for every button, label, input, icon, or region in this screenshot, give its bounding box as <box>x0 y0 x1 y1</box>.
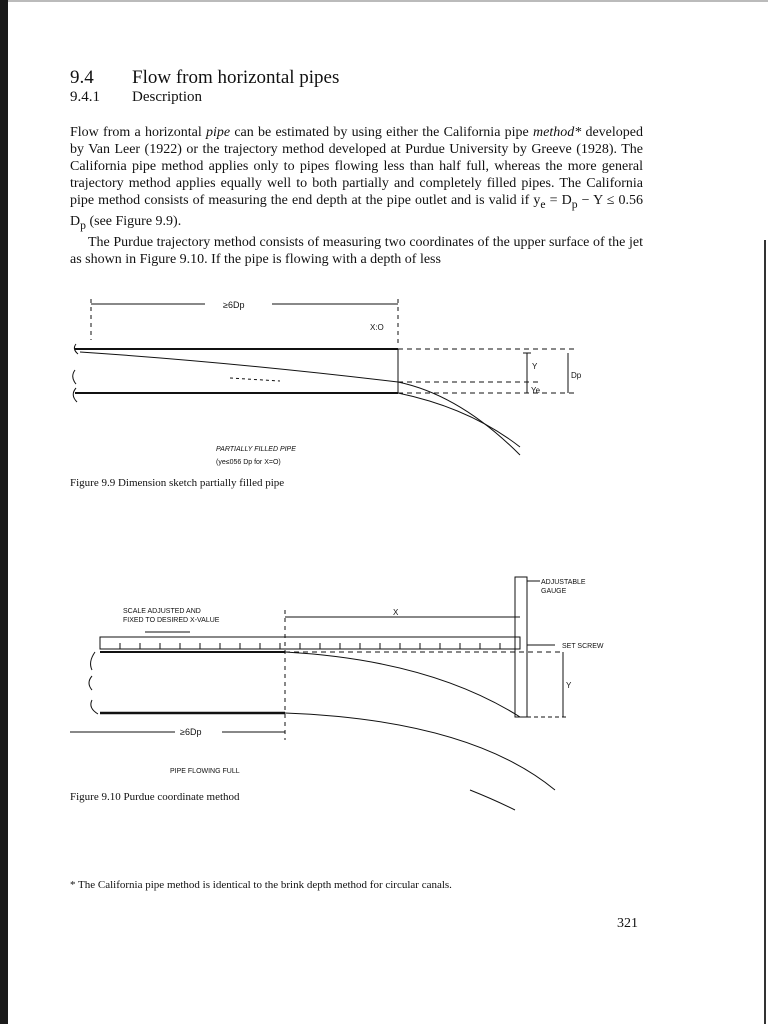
label-gauge: GAUGE <box>541 588 567 595</box>
section-number: 9.4 <box>70 67 94 88</box>
para1-text-f: (see Figure 9.9). <box>85 213 182 229</box>
para1-sub-e: e <box>540 197 546 211</box>
para1-text-c: developed by Van Leer (1922) or the trajectory method developed at Purdue University by Greeve (1928). The California pipe method applies only to pipes flowing less than half full, whereas the more general trajectory method applies equally well to both partially and completely filled pipes. The California pipe method consists of measuring the end depth at the pipe outlet and is valid if y <box>70 125 643 208</box>
water-surface-curve <box>80 352 398 382</box>
subsection-title: Description <box>132 89 202 105</box>
para1-text-d: = D <box>545 193 572 208</box>
label-ye: Ye <box>531 386 541 395</box>
section-title: Flow from horizontal pipes <box>132 67 340 88</box>
figure-9-10-caption: Figure 9.10 Purdue coordinate method <box>70 791 240 803</box>
pipe2-break-top <box>91 652 95 670</box>
para1-sub-p2: p <box>80 218 86 232</box>
paragraph-2: The Purdue trajectory method consists of measuring two coordinates of the upper surface of the jet as shown in Figure 9.10. If the pipe is flowing with a depth of less <box>70 234 643 267</box>
subsection-number: 9.4.1 <box>70 89 100 105</box>
label-min-length-2: ≥6Dp <box>180 727 202 737</box>
pipe2-break-mid <box>89 676 92 690</box>
note-partially-filled: PARTIALLY FILLED PIPE <box>216 446 296 453</box>
page-binding-edge <box>0 0 8 1024</box>
pipe2-break-bottom <box>91 700 98 714</box>
label-Y2: Y <box>566 681 572 690</box>
jet-lower-surface <box>398 393 520 447</box>
pipe-break-mid <box>73 370 76 384</box>
label-scale-adjusted: SCALE ADJUSTED AND <box>123 608 201 615</box>
top-edge-line <box>8 0 768 2</box>
para1-text-b: can be estimated by using either the California pipe <box>230 125 533 140</box>
figure-9-10-sketch <box>0 570 768 810</box>
scale-ticks <box>120 643 500 649</box>
pipe-break-bottom <box>73 388 77 402</box>
body-text <box>70 124 643 268</box>
label-fixed-x: FIXED TO DESIRED X-VALUE <box>123 617 220 624</box>
page-number: 321 <box>617 916 638 931</box>
paragraph-1 <box>70 124 643 234</box>
jet2-upper-surface <box>285 652 520 717</box>
adjustable-gauge <box>515 577 527 717</box>
para1-sub-p1: p <box>571 197 578 211</box>
note-condition: (ye≤056 Dp for X=O) <box>216 459 281 466</box>
note-pipe-full: PIPE FLOWING FULL <box>170 768 240 775</box>
label-set-screw: SET SCREW <box>562 643 604 650</box>
figure-9-9-sketch <box>0 290 768 490</box>
para1-text-e: − Y ≤ 0.56 D <box>70 193 644 229</box>
label-Dp: Dp <box>571 371 582 380</box>
measuring-scale <box>100 637 520 649</box>
label-Y: Y <box>532 362 538 371</box>
section-heading <box>70 67 339 89</box>
footnote: * The California pipe method is identical to the brink depth method for circular canals. <box>70 879 452 891</box>
jet2-lower-surface <box>285 713 555 790</box>
label-adjustable: ADJUSTABLE <box>541 579 586 586</box>
jet2-outer-curve <box>470 790 515 810</box>
para1-method-italic: method* <box>533 125 582 140</box>
water-surface-hatch <box>230 378 280 381</box>
label-x-zero: X:O <box>370 323 384 332</box>
subsection-heading <box>70 88 202 106</box>
label-x: X <box>393 608 399 617</box>
para1-text-a: Flow from a horizontal <box>70 125 206 140</box>
para1-pipe-italic: pipe <box>205 125 231 140</box>
figure-9-9-caption: Figure 9.9 Dimension sketch partially filled pipe <box>70 477 285 489</box>
label-min-length: ≥6Dp <box>223 300 245 310</box>
